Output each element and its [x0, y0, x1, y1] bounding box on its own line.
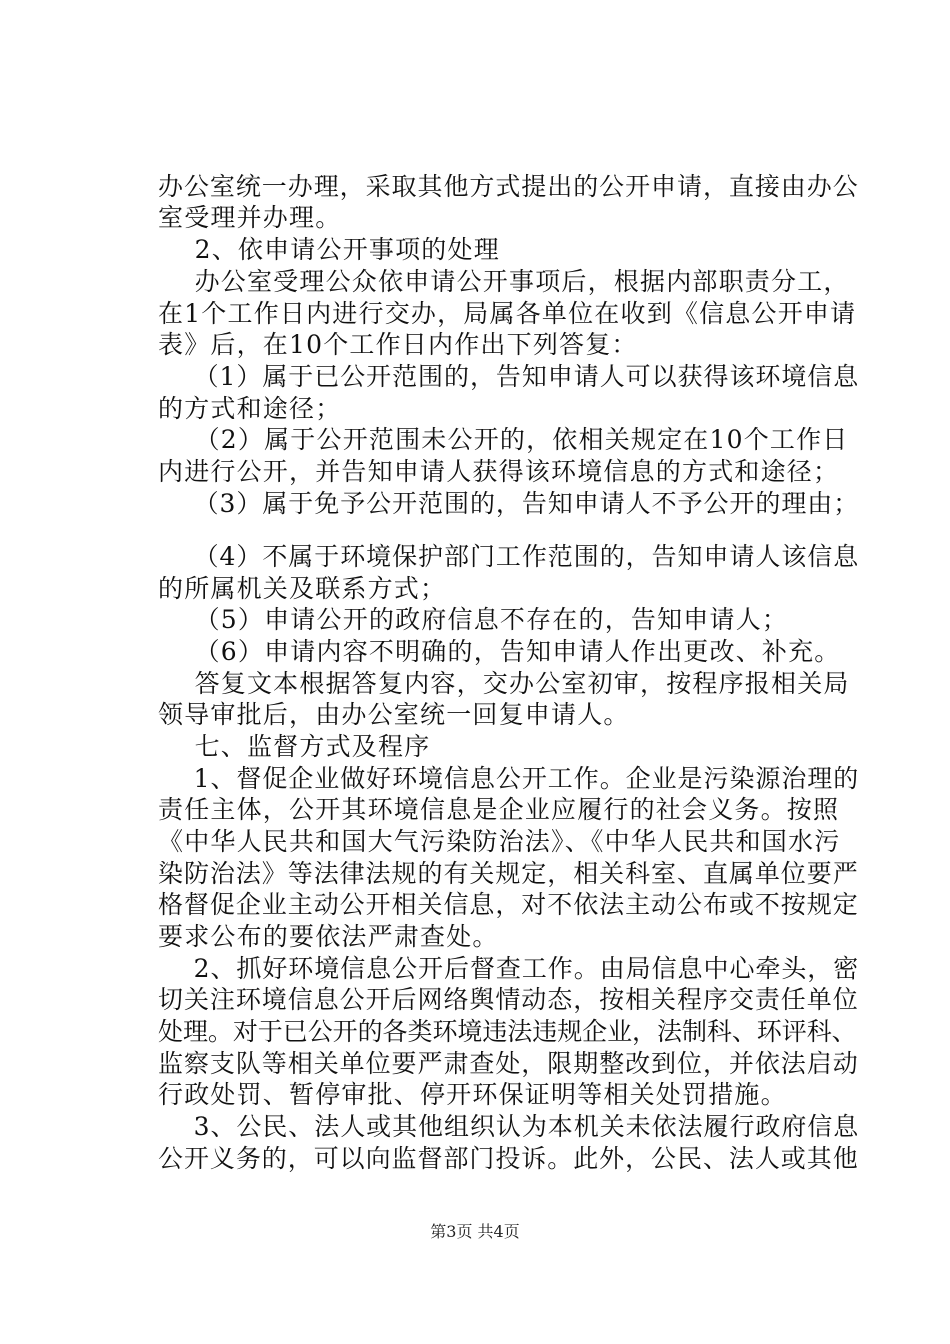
text-line: 的方式和途径； — [158, 394, 342, 423]
text-line: 办公室受理公众依申请公开事项后，根据内部职责分工， — [158, 267, 850, 296]
text-line: 染防治法》等法律法规的有关规定，相关科室、直属单位要严 — [158, 859, 859, 888]
text-line: 在1个工作日内进行交办，局属各单位在收到《信息公开申请 — [158, 299, 857, 328]
text-line: （3）属于免予公开范围的，告知申请人不予公开的理由； — [158, 489, 860, 518]
text-line: 1、督促企业做好环境信息公开工作。企业是污染源治理的 — [158, 764, 860, 793]
text-line: 2、抓好环境信息公开后督查工作。由局信息中心牵头，密 — [158, 954, 860, 983]
text-line: 内进行公开，并告知申请人获得该环境信息的方式和途径； — [158, 457, 840, 486]
text-line: 室受理并办理。 — [158, 203, 342, 232]
text-line: 七、监督方式及程序 — [158, 732, 431, 761]
text-line: （2）属于公开范围未公开的，依相关规定在10个工作日 — [158, 425, 849, 454]
text-line: 责任主体，公开其环境信息是企业应履行的社会义务。按照 — [158, 795, 840, 824]
text-line: 办公室统一办理，采取其他方式提出的公开申请，直接由办公 — [158, 172, 859, 201]
text-line: （5）申请公开的政府信息不存在的，告知申请人； — [158, 605, 789, 634]
text-line: 监察支队等相关单位要严肃查处，限期整改到位，并依法启动 — [158, 1049, 859, 1078]
text-line: 领导审批后，由办公室统一回复申请人。 — [158, 700, 630, 729]
text-line: （4）不属于环境保护部门工作范围的，告知申请人该信息 — [158, 542, 860, 571]
text-line: 格督促企业主动公开相关信息，对不依法主动公布或不按规定 — [158, 890, 859, 919]
text-line: 公开义务的，可以向监督部门投诉。此外，公民、法人或其他 — [158, 1144, 859, 1173]
text-line: 行政处罚、暂停审批、停开环保证明等相关处罚措施。 — [158, 1080, 787, 1109]
text-line: （1）属于已公开范围的，告知申请人可以获得该环境信息 — [158, 362, 860, 391]
text-line: 表》后，在10个工作日内作出下列答复： — [158, 330, 638, 359]
page-number-footer: 第3页 共4页 — [430, 1222, 520, 1241]
text-line: 3、公民、法人或其他组织认为本机关未依法履行政府信息 — [158, 1112, 860, 1141]
text-line: 要求公布的要依法严肃查处。 — [158, 922, 499, 951]
text-line: （6）申请内容不明确的，告知申请人作出更改、补充。 — [158, 637, 841, 666]
text-line: 切关注环境信息公开后网络舆情动态，按相关程序交责任单位 — [158, 985, 859, 1014]
text-line: 《中华人民共和国大气污染防治法》、《中华人民共和国水污 — [158, 827, 841, 856]
text-line: 答复文本根据答复内容，交办公室初审，按程序报相关局 — [158, 669, 850, 698]
text-line: 处理。对于已公开的各类环境违法违规企业，法制科、环评科、 — [158, 1017, 857, 1046]
text-line: 2、依申请公开事项的处理 — [158, 235, 500, 264]
text-line: 的所属机关及联系方式； — [158, 574, 447, 603]
